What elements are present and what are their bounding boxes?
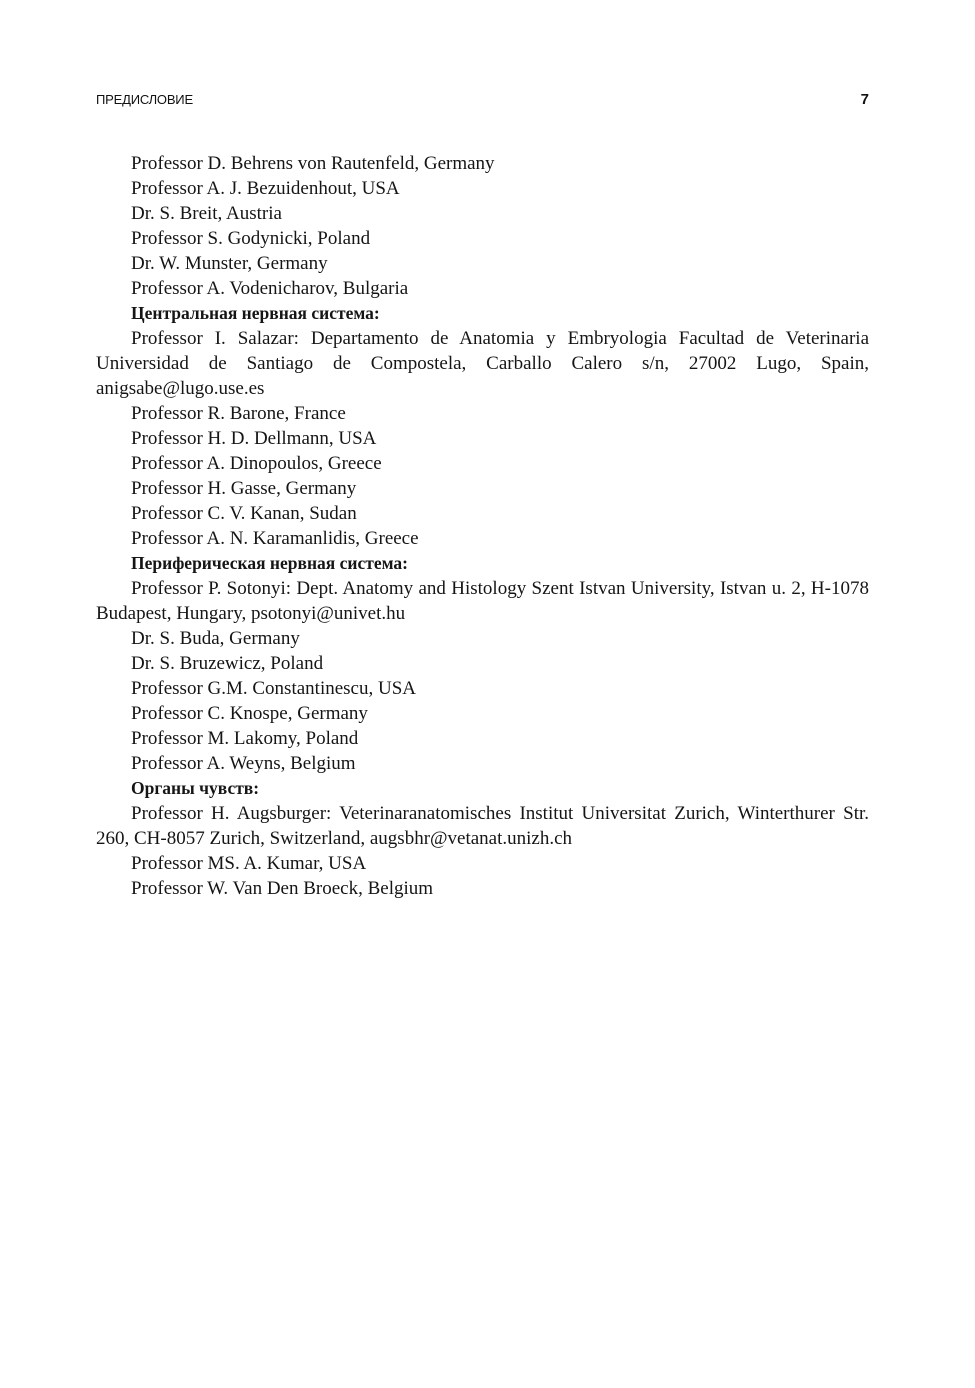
section-lead-entry-senses: Professor H. Augsburger: Veterinaranatomisches Institut Universitat Zurich, Winterthurer Str. 260, CH-8057 Zurich, Switzerland, augsbhr@vetanat.unizh.ch: [96, 803, 869, 849]
contributor-entry: Dr. W. Munster, Germany: [131, 253, 328, 274]
contributor-entry: Professor A. Weyns, Belgium: [131, 753, 356, 774]
contributor-entry: Professor R. Barone, France: [131, 403, 346, 424]
contributor-entry: Dr. S. Bruzewicz, Poland: [131, 653, 324, 674]
contributor-entry: Professor MS. A. Kumar, USA: [131, 853, 367, 874]
contributor-entry: Professor H. D. Dellmann, USA: [131, 428, 377, 449]
section-lead-entry-pns: Professor P. Sotonyi: Dept. Anatomy and Histology Szent Istvan University, Istvan u. 2, H-1078 Budapest, Hungary, psotonyi@univet.hu: [96, 578, 869, 624]
contributor-entry: Professor D. Behrens von Rautenfeld, Germany: [131, 153, 495, 174]
contributor-entry: Professor A. N. Karamanlidis, Greece: [131, 528, 419, 549]
section-heading-cns: Центральная нервная система:: [131, 303, 380, 323]
contributor-entry: Professor S. Godynicki, Poland: [131, 228, 371, 249]
contributor-entry: Professor A. Dinopoulos, Greece: [131, 453, 382, 474]
contributor-entry: Dr. S. Breit, Austria: [131, 203, 282, 224]
contributor-entry: Professor W. Van Den Broeck, Belgium: [131, 878, 434, 899]
contributor-entry: Professor C. V. Kanan, Sudan: [131, 503, 357, 524]
contributor-entry: Professor C. Knospe, Germany: [131, 703, 368, 724]
contributor-entry: Professor A. Vodenicharov, Bulgaria: [131, 278, 409, 299]
section-lead-entry-cns: Professor I. Salazar: Departamento de Anatomia y Embryologia Facultad de Veterinaria Universidad de Santiago de Compostela, Carballo Calero s/n, 27002 Lugo, Spain, anigsabe@lugo.use.es: [96, 328, 869, 399]
contributor-entry: Professor A. J. Bezuidenhout, USA: [131, 178, 400, 199]
contributor-entry: Professor M. Lakomy, Poland: [131, 728, 359, 749]
contributor-entry: Professor H. Gasse, Germany: [131, 478, 357, 499]
contributor-entry: Professor G.M. Constantinescu, USA: [131, 678, 416, 699]
page-number: 7: [860, 91, 869, 108]
running-header: [96, 92, 869, 112]
contributors-list: [96, 151, 869, 901]
section-heading-pns: Периферическая нервная система:: [131, 553, 408, 573]
contributor-entry: Dr. S. Buda, Germany: [131, 628, 300, 649]
section-heading-senses: Органы чувств:: [131, 778, 260, 798]
running-header-title: ПРЕДИСЛОВИЕ: [96, 92, 193, 107]
